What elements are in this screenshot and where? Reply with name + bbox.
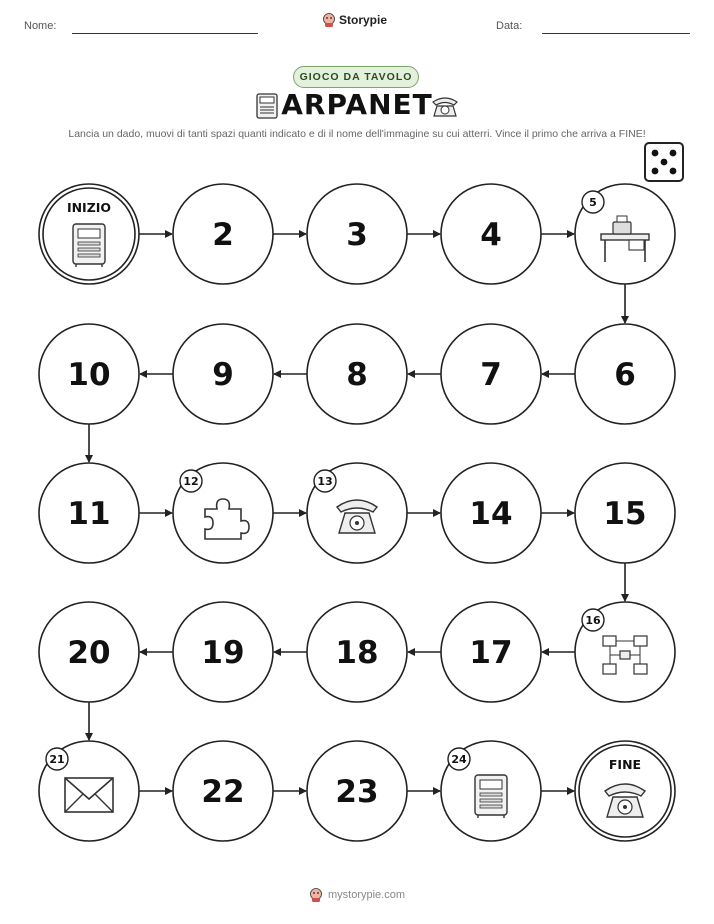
space-number: 9 xyxy=(212,357,234,393)
game-type-badge: GIOCO DA TAVOLO xyxy=(293,66,419,88)
space-number: 3 xyxy=(346,217,368,253)
space-number: 15 xyxy=(603,496,647,532)
board-space-18[interactable] xyxy=(307,602,407,702)
space-number: 19 xyxy=(201,635,245,671)
board-space-1[interactable] xyxy=(39,184,139,284)
envelope-icon xyxy=(65,778,113,812)
brand-name: Storypie xyxy=(339,13,388,27)
board-space-10[interactable] xyxy=(39,324,139,424)
space-label: FINE xyxy=(608,757,642,772)
board-space-15[interactable] xyxy=(575,463,675,563)
space-tag-number: 13 xyxy=(317,475,333,488)
space-tag-number: 12 xyxy=(183,475,199,488)
board-space-24[interactable] xyxy=(441,741,541,841)
board-space-6[interactable] xyxy=(575,324,675,424)
board-space-17[interactable] xyxy=(441,602,541,702)
instructions-text: Lancia un dado, muovi di tanti spazi quanti indicato e di il nome dell'immagine su cui atterri. Vince il primo che arriva a FINE! xyxy=(68,128,646,140)
space-number: 20 xyxy=(67,635,111,671)
space-number: 4 xyxy=(480,217,502,253)
board-space-2[interactable] xyxy=(173,184,273,284)
board-space-25[interactable] xyxy=(575,741,675,841)
space-number: 11 xyxy=(67,496,111,532)
board-space-19[interactable] xyxy=(173,602,273,702)
space-number: 22 xyxy=(201,774,245,810)
space-number: 23 xyxy=(335,774,379,810)
space-tag-number: 24 xyxy=(451,753,467,766)
page-title: ARPANET xyxy=(281,88,433,121)
board-space-13[interactable] xyxy=(307,463,407,563)
space-number: 6 xyxy=(614,357,636,393)
space-number: 2 xyxy=(212,217,234,253)
space-number: 7 xyxy=(480,357,502,393)
space-tag-number: 16 xyxy=(585,614,601,627)
board-space-14[interactable] xyxy=(441,463,541,563)
date-label: Data: xyxy=(496,20,523,32)
board-space-7[interactable] xyxy=(441,324,541,424)
board-space-8[interactable] xyxy=(307,324,407,424)
name-label: Nome: xyxy=(24,20,57,32)
board-space-22[interactable] xyxy=(173,741,273,841)
space-label: INIZIO xyxy=(66,200,112,215)
board-space-9[interactable] xyxy=(173,324,273,424)
board-space-11[interactable] xyxy=(39,463,139,563)
board-space-3[interactable] xyxy=(307,184,407,284)
computer-icon xyxy=(73,224,105,267)
space-tag-number: 21 xyxy=(49,753,65,766)
space-number: 8 xyxy=(346,357,368,393)
board-space-23[interactable] xyxy=(307,741,407,841)
footer xyxy=(0,887,714,903)
storypie-mascot-icon xyxy=(309,887,323,903)
board-space-12[interactable] xyxy=(173,463,273,563)
space-number: 14 xyxy=(469,496,513,532)
board-spaces xyxy=(39,184,675,841)
board-space-5[interactable] xyxy=(575,184,675,284)
space-number: 17 xyxy=(469,635,513,671)
footer-url: mystorypie.com xyxy=(327,889,406,901)
space-tag-number: 5 xyxy=(589,196,597,209)
space-number: 18 xyxy=(335,635,379,671)
board-space-20[interactable] xyxy=(39,602,139,702)
computer-icon xyxy=(475,775,507,818)
board-space-16[interactable] xyxy=(575,602,675,702)
board-space-4[interactable] xyxy=(441,184,541,284)
board-space-21[interactable] xyxy=(39,741,139,841)
space-number: 10 xyxy=(67,357,111,393)
